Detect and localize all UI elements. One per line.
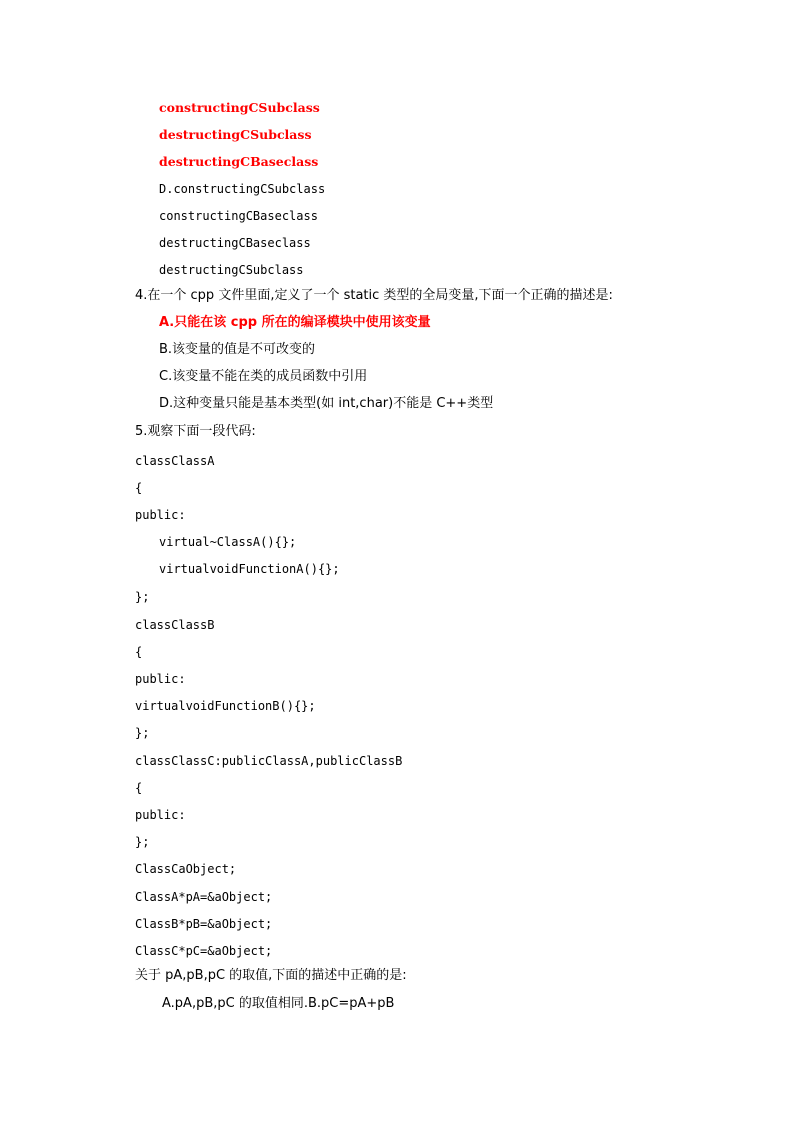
- code-line: ClassC*pC=&aObject;: [135, 944, 273, 958]
- answer-line: destructingCSubclass: [159, 127, 312, 142]
- q4-option-a-answer: A.只能在该 cpp 所在的编译模块中使用该变量: [159, 315, 431, 330]
- code-line: public:: [135, 672, 186, 686]
- code-line: virtualvoidFunctionA(){};: [159, 562, 340, 576]
- code-line: classClassB: [135, 618, 215, 632]
- code-line: ClassCaObject;: [135, 862, 237, 876]
- option-d-line: D.constructingCSubclass: [159, 182, 326, 196]
- answer-line: destructingCBaseclass: [159, 154, 319, 169]
- q5-options: A.pA,pB,pC 的取值相同.B.pC=pA+pB: [162, 996, 395, 1011]
- code-line: };: [135, 590, 150, 604]
- code-line: };: [135, 835, 150, 849]
- code-line: classClassA: [135, 454, 215, 468]
- code-line: {: [135, 481, 143, 495]
- code-line: classClassC:publicClassA,publicClassB: [135, 754, 403, 768]
- question-5: 5.观察下面一段代码:: [135, 424, 256, 439]
- code-line: {: [135, 645, 143, 659]
- option-d-line: constructingCBaseclass: [159, 209, 318, 223]
- q5-prompt: 关于 pA,pB,pC 的取值,下面的描述中正确的是:: [135, 968, 407, 983]
- code-line: virtual~ClassA(){};: [159, 535, 297, 549]
- option-d-line: destructingCSubclass: [159, 263, 304, 277]
- q4-option-d: D.这种变量只能是基本类型(如 int,char)不能是 C++类型: [159, 396, 494, 411]
- code-line: public:: [135, 808, 186, 822]
- code-line: ClassB*pB=&aObject;: [135, 917, 273, 931]
- q4-option-c: C.该变量不能在类的成员函数中引用: [159, 369, 368, 384]
- question-4: 4.在一个 cpp 文件里面,定义了一个 static 类型的全局变量,下面一个正确的描述是:: [135, 288, 613, 303]
- code-line: ClassA*pA=&aObject;: [135, 890, 273, 904]
- answer-line: constructingCSubclass: [159, 100, 320, 115]
- option-d-line: destructingCBaseclass: [159, 236, 311, 250]
- code-line: };: [135, 726, 150, 740]
- code-line: virtualvoidFunctionB(){};: [135, 699, 316, 713]
- code-line: {: [135, 781, 143, 795]
- q4-option-b: B.该变量的值是不可改变的: [159, 342, 316, 357]
- code-line: public:: [135, 508, 186, 522]
